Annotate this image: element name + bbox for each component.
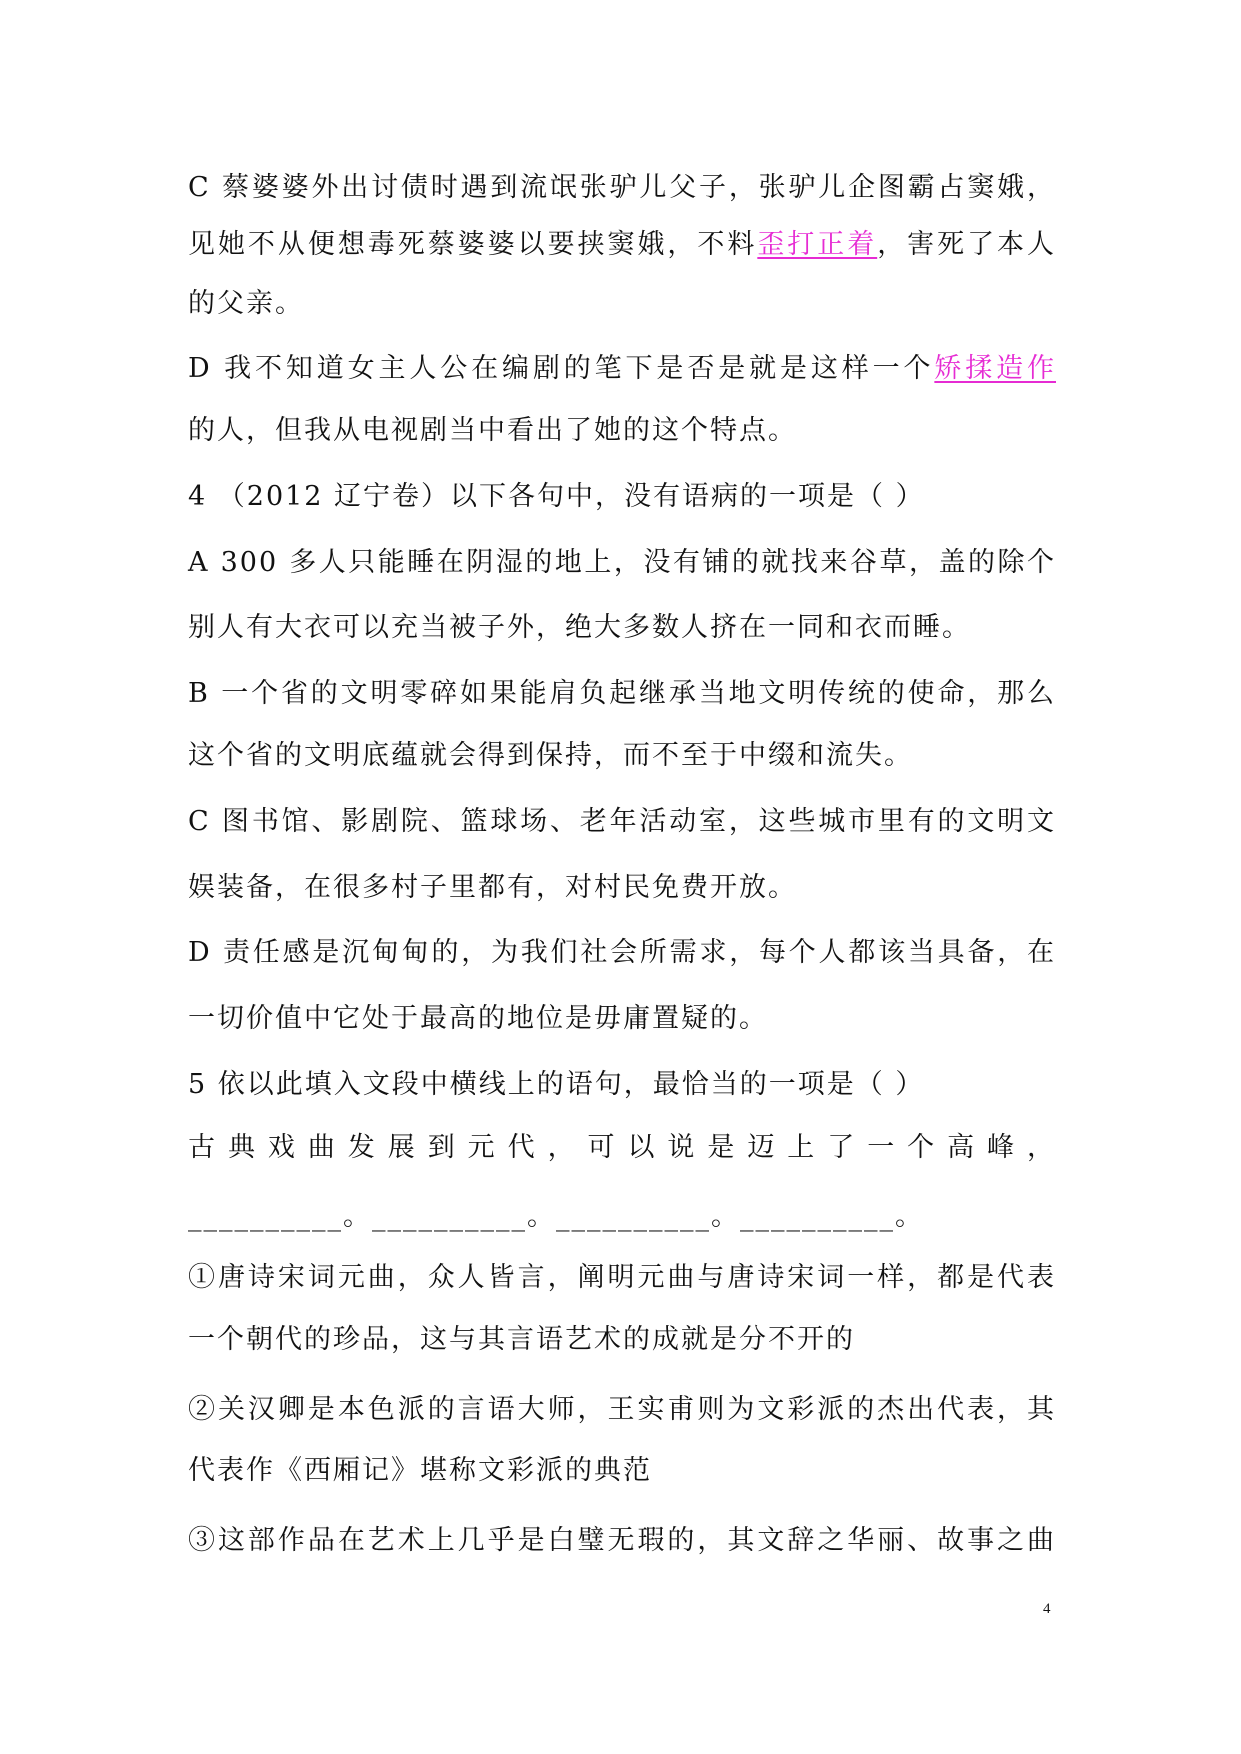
text-line	[188, 870, 797, 906]
text-segment: 的父亲。	[188, 288, 304, 319]
text-segment: D 责任感是沉甸甸的，为我们社会所需求，每个人都该当具备，在	[188, 937, 1056, 968]
text-segment: 见她不从便想毒死蔡婆婆以要挟窦娥，不料	[188, 229, 758, 260]
text-segment: C 蔡婆婆外出讨债时遇到流氓张驴儿父子，张驴儿企图霸占窦娥，	[188, 172, 1056, 203]
text-segment: C 图书馆、影剧院、篮球场、老年活动室，这些城市里有的文明文	[188, 806, 1056, 837]
text-line	[188, 1199, 924, 1235]
text-segment: ，害死了本人	[877, 229, 1057, 260]
text-segment: 古典戏曲发展到元代，可以说是迈上了一个高峰，	[188, 1132, 1056, 1163]
text-line	[188, 351, 1056, 387]
text-line	[188, 413, 797, 449]
text-line	[188, 1453, 652, 1489]
text-segment: B 一个省的文明零碎如果能肩负起继承当地文明传统的使命，那么	[188, 678, 1056, 709]
text-line	[188, 804, 1056, 840]
text-line	[188, 610, 971, 646]
text-line	[188, 545, 1056, 581]
text-segment: 代表作《西厢记》堪称文彩派的典范	[188, 1455, 652, 1486]
text-line	[188, 1392, 1056, 1428]
text-line	[188, 1523, 1056, 1559]
hyperlink[interactable]: 歪打正着	[757, 229, 878, 260]
text-line	[188, 1322, 855, 1358]
text-segment: 一切价值中它处于最高的地位是毋庸置疑的。	[188, 1003, 768, 1034]
text-segment: ②关汉卿是本色派的言语大师，王实甫则为文彩派的杰出代表，其	[188, 1394, 1056, 1425]
text-line	[188, 935, 1056, 971]
text-line	[188, 676, 1056, 712]
text-line	[188, 286, 304, 322]
text-segment: 这个省的文明底蕴就会得到保持，而不至于中缀和流失。	[188, 740, 913, 771]
text-line	[188, 738, 913, 774]
text-segment: __________。__________。__________。__________。	[188, 1201, 924, 1232]
text-segment: A 300 多人只能睡在阴湿的地上，没有铺的就找来谷草，盖的除个	[188, 547, 1056, 578]
text-line	[188, 1130, 1056, 1166]
page-number: 4	[1043, 1601, 1051, 1617]
text-segment: 别人有大衣可以充当被子外，绝大多数人挤在一同和衣而睡。	[188, 612, 971, 643]
text-segment: 的人，但我从电视剧当中看出了她的这个特点。	[188, 415, 797, 446]
text-segment: 5 依以此填入文段中横线上的语句，最恰当的一项是（ ）	[188, 1069, 925, 1100]
text-line	[188, 1067, 924, 1103]
text-segment: 娱装备，在很多村子里都有，对村民免费开放。	[188, 872, 797, 903]
text-line	[188, 1260, 1056, 1296]
text-line	[188, 227, 1056, 263]
text-segment: ③这部作品在艺术上几乎是白璧无瑕的，其文辞之华丽、故事之曲	[188, 1525, 1056, 1556]
text-line	[188, 479, 925, 515]
text-segment: 4 （2012 辽宁卷）以下各句中，没有语病的一项是（ ）	[188, 481, 925, 512]
text-segment: 一个朝代的珍品，这与其言语艺术的成就是分不开的	[188, 1324, 855, 1355]
text-line	[188, 1001, 768, 1037]
text-line	[188, 170, 1056, 206]
text-segment: ①唐诗宋词元曲，众人皆言，阐明元曲与唐诗宋词一样，都是代表	[188, 1262, 1056, 1293]
text-segment: D 我不知道女主人公在编剧的笔下是否是就是这样一个	[188, 353, 935, 384]
hyperlink[interactable]: 矫揉造作	[934, 353, 1056, 384]
